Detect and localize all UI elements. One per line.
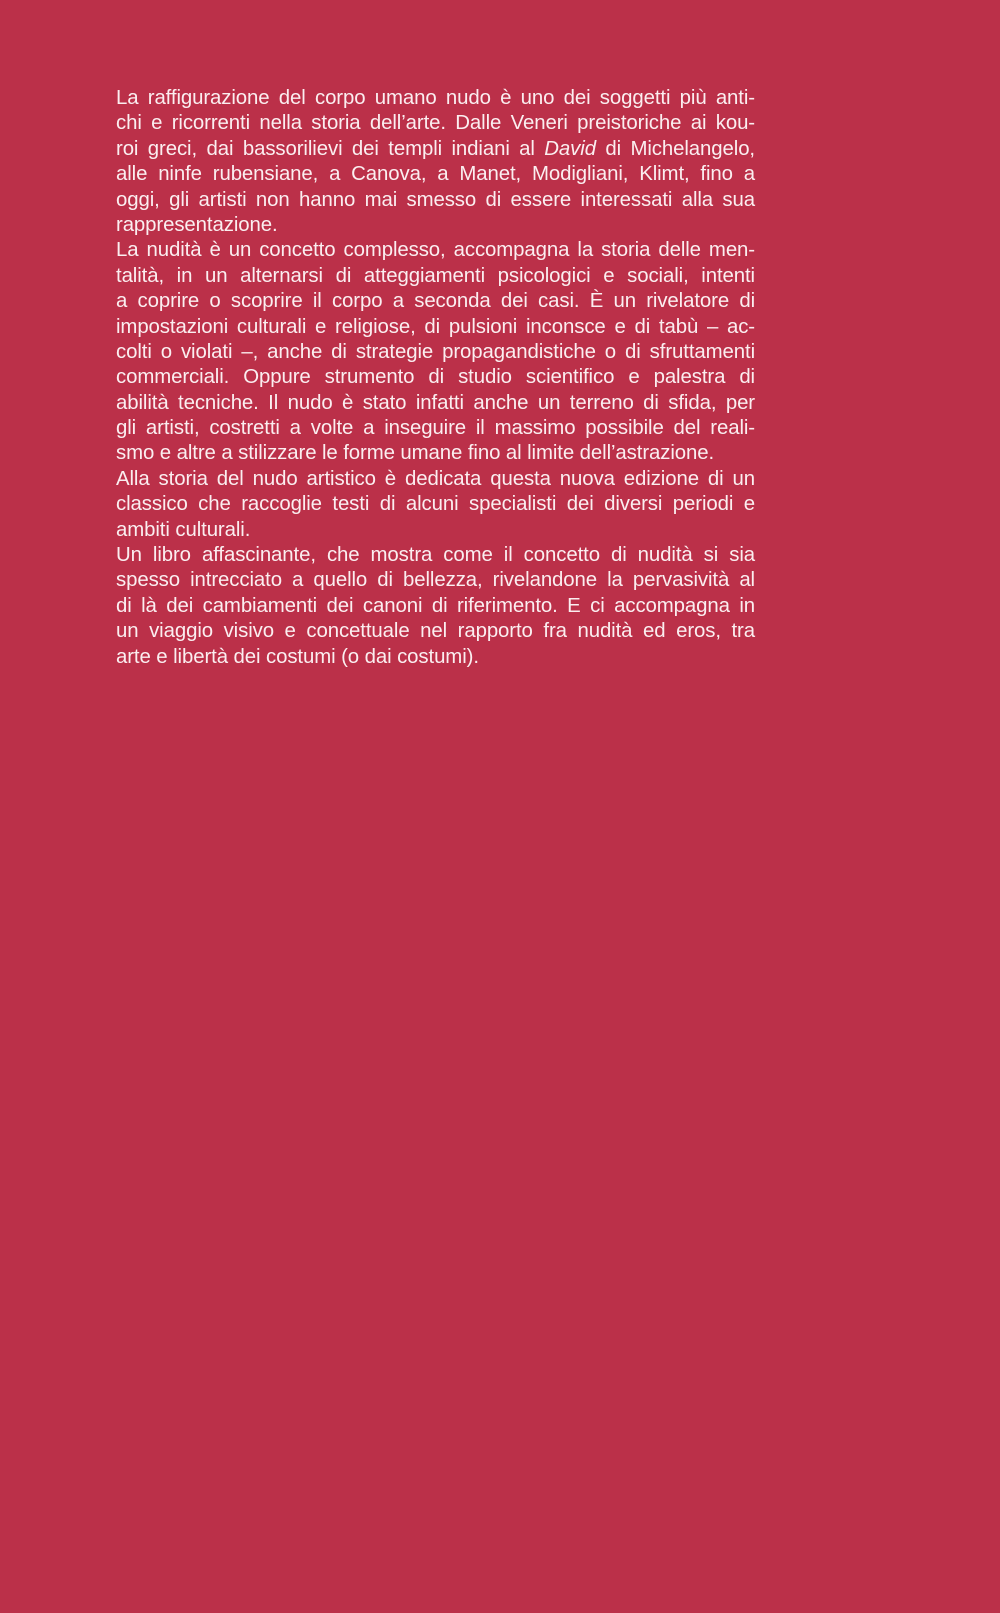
text-line: La raffigurazione del corpo umano nudo è uno dei soggetti più anti- — [116, 87, 755, 109]
text-line: La nudità è un concetto complesso, accompagna la storia delle men- — [116, 239, 755, 262]
text-line: alle ninfe rubensiane, a Canova, a Manet, Modigliani, Klimt, fino a — [116, 163, 755, 186]
back-cover-blurb — [116, 86, 755, 670]
text-line: talità, in un alternarsi di atteggiamenti psicologici e sociali, intenti — [116, 264, 755, 287]
blurb-paragraph-2 — [116, 238, 755, 467]
text-line: arte e libertà dei costumi (o dai costumi). — [116, 645, 479, 668]
blurb-paragraph-4 — [116, 543, 755, 670]
text-line: commerciali. Oppure strumento di studio scientifico e palestra di — [116, 366, 755, 389]
text-line: un viaggio visivo e concettuale nel rapporto fra nudità ed eros, tra — [116, 620, 755, 643]
text-line-with-italic-title — [116, 137, 755, 162]
artwork-title-david: David — [544, 137, 596, 160]
text-segment: di Michelangelo, — [595, 137, 755, 160]
text-line: impostazioni culturali e religiose, di pulsioni inconsce e di tabù – ac- — [116, 315, 755, 338]
text-line: smo e altre a stilizzare le forme umane fino al limite dell’astrazione. — [116, 442, 715, 465]
text-line: Un libro affascinante, che mostra come il concetto di nudità si sia — [116, 544, 755, 567]
text-line: oggi, gli artisti non hanno mai smesso di essere interessati alla sua — [116, 188, 755, 211]
blurb-paragraph-3 — [116, 467, 755, 543]
text-line: abilità tecniche. Il nudo è stato infatti anche un terreno di sfida, per — [116, 391, 755, 414]
text-segment: roi greci, dai bassorilievi dei templi indiani al — [116, 137, 545, 160]
blurb-paragraph-1 — [116, 86, 755, 238]
text-line: colti o violati –, anche di strategie propagandistiche o di sfruttamenti — [116, 340, 755, 363]
text-line: Alla storia del nudo artistico è dedicata questa nuova edizione di un — [116, 467, 755, 490]
text-line: a coprire o scoprire il corpo a seconda dei casi. È un rivelatore di — [116, 290, 755, 313]
text-line: chi e ricorrenti nella storia dell’arte. Dalle Veneri preistoriche ai kou- — [116, 112, 755, 135]
text-line: gli artisti, costretti a volte a inseguire il massimo possibile del reali- — [116, 417, 755, 440]
text-line: ambiti culturali. — [116, 518, 251, 541]
text-line: classico che raccoglie testi di alcuni specialisti dei diversi periodi e — [116, 493, 755, 516]
text-line: di là dei cambiamenti dei canoni di riferimento. E ci accompagna in — [116, 594, 755, 617]
text-line: spesso intrecciato a quello di bellezza, rivelandone la pervasività al — [116, 569, 755, 592]
text-line: rappresentazione. — [116, 213, 278, 236]
